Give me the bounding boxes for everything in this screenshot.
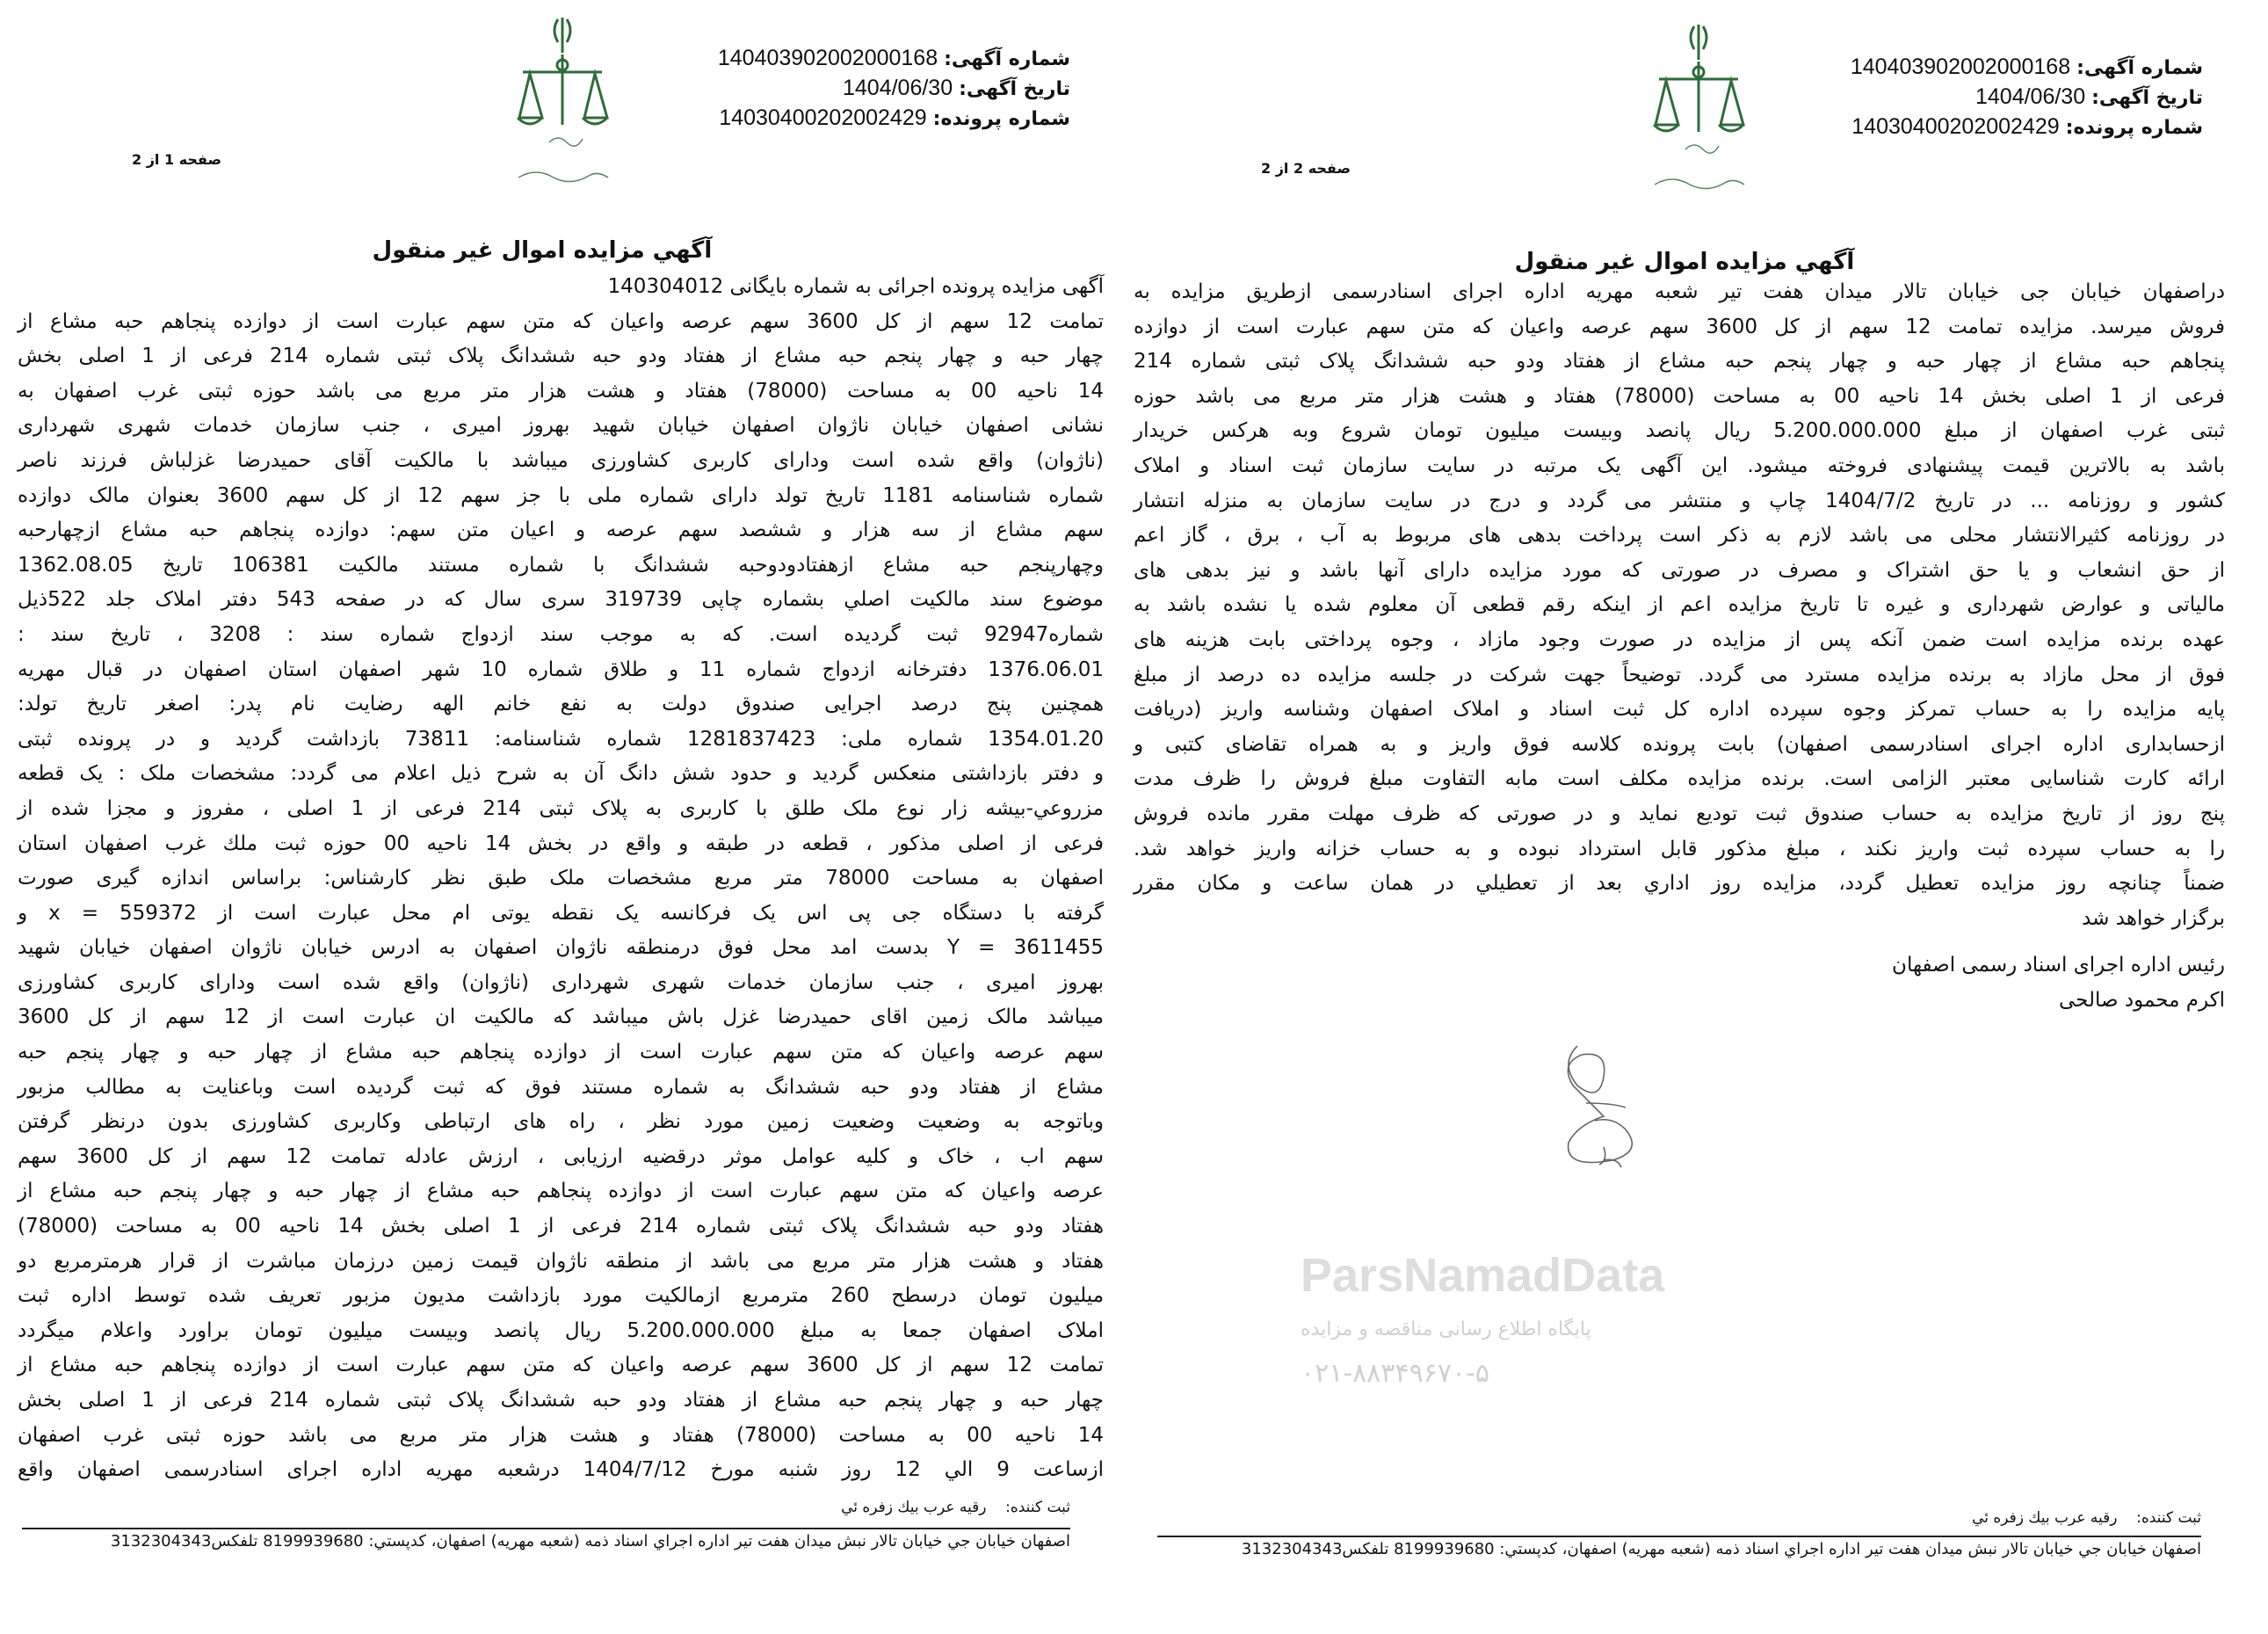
page-number-label: صفحه 1 از 2 xyxy=(132,151,221,168)
body-line: چهار حبه و چهار پنجم حبه مشاع از هفتاد ودو حبه ششدانگ پلاک ثبتی شماره 214 فرعی از 1 اصلی بخش xyxy=(18,345,1104,368)
body-line: پنج روز از تاریخ مزایده به حساب صندوق ثبت تودیع نماید و در صورتی که ظرف مهلت مقرر مانده فروش xyxy=(1134,802,2225,825)
body-line: ارائه کارت شناسایی معتبر الزامی است. برنده مزایده مکلف است مابه التفاوت مبلغ فروش را ظرف مدت xyxy=(1134,767,2225,791)
body-line: تمامت 12 سهم از کل 3600 سهم عرصه واعیان که متن سهم عبارت است از دوازده پنجاهم حبه مشاع از xyxy=(18,309,1105,333)
body-line: شماره92947 ثبت گردیده است. که به موجب سند ازدواج شماره سند : 3208 ، تاریخ سند : xyxy=(18,622,1104,646)
registrar xyxy=(1972,1509,2201,1527)
footer-address: اصفهان خيابان جي خيابان تالار نبش ميدان هفت تير اداره اجراي اسناد ذمه (شعبه مهريه) اصفهان، كدپستي: 8199939680 تلفكس3132304343 xyxy=(1241,1540,2201,1558)
body-line: وچهارپنجم حبه مشاع ازهفتادودوحبه ششدانگ با شماره مستند مالکیت 106381 تاریخ 1362.08.05 xyxy=(18,553,1104,577)
body-line: املاک اصفهان جمعا به مبلغ 5.200.000.000 ریال پانصد وبیست میلیون تومان براورد واعلام میگردد xyxy=(18,1318,1104,1342)
body-line: مشاع از هفتاد ودو حبه ششدانگ به شماره مستند فوق که ثبت گردیده است وباعنایت به مطالب مزبور xyxy=(18,1075,1104,1099)
body-line: پایه مزایده را به حساب تمرکز وجوه سپرده اداره کل ثبت اسناد و املاک اصفهان وشناسه واریز (دریافت xyxy=(1134,698,2225,722)
watermark-phone: ۰۲۱-۸۸۳۴۹۶۷۰-۵ xyxy=(1301,1358,1490,1389)
body-line: سهم مشاع از سه هزار و ششصد سهم عرصه و اعیان متن سهم: دوازده پنجاهم حبه مشاع ازچهارحبه xyxy=(18,519,1104,542)
notice-date: 1404/06/30 xyxy=(842,76,953,100)
body-line: 14 ناحیه 00 به مساحت (78000) هفتاد و هشت هزار متر مربع می باشد حوزه ثبتی غرب اصفهان به xyxy=(18,379,1104,403)
body-line: فروش میرسد. مزایده تمامت 12 سهم از کل 3600 سهم عرصه واعیان که متن سهم عبارت است از دوازده xyxy=(1134,315,2225,338)
body-line: برگزار خواهد شد xyxy=(2082,906,2225,930)
notice-body xyxy=(1134,275,2225,936)
page-number-label: صفحه 2 از 2 xyxy=(1261,160,1351,177)
signer-block xyxy=(1134,948,2225,1018)
watermark-caption: پایگاه اطلاع رسانی مناقصه و مزایده xyxy=(1301,1318,1591,1340)
body-line: گرفته با دستگاه جی پی اس یک فرکانسه یک نقطه یوتی ام محل عبارت است از 559372 = x و xyxy=(18,901,1104,925)
notice-number-label: شماره آگهی: xyxy=(2076,57,2203,79)
notice-title: آگهي مزايده اموال غير منقول xyxy=(1514,249,1855,275)
registrar xyxy=(841,1499,1070,1516)
body-line: از حق انشعاب و یا حق اشتراک و مصرف در صورتی که مورد مزایده دارای آنها باشد و نیز بدهی های xyxy=(1134,558,2225,582)
page-2 xyxy=(1134,0,2268,1634)
notice-header xyxy=(1851,53,2203,142)
body-line: اصفهان به مساحت 78000 متر مربع مشخصات ملک طبق نظر کارشناس: براساس اندازه گیری صورت xyxy=(18,867,1104,890)
body-line: 14 ناحیه 00 به مساحت (78000) هفتاد و هشت هزار متر مربع می باشد حوزه ثبتی غرب اصفهان xyxy=(18,1423,1104,1447)
registrar-label: ثبت کننده: xyxy=(1005,1499,1070,1516)
notice-body xyxy=(18,270,1104,1488)
file-number: 14030400202002429 xyxy=(719,105,927,130)
body-line: وباتوجه به وضعیت وضعیت زمین مورد نظر ، راه های ارتباطی وکاربری کشاورزی بدون درنظر گرفتن xyxy=(18,1110,1104,1134)
body-line: چهار حبه و چهار پنجم حبه مشاع از هفتاد ودو حبه ششدانگ پلاک ثبتی شماره 214 فرعی از 1 اصلی بخش xyxy=(18,1389,1104,1412)
body-line: ثبتی غرب اصفهان از مبلغ 5.200.000.000 ریال پانصد وبیست میلیون تومان شروع وبه هرکس خریدار xyxy=(1134,419,2226,443)
notice-date-label: تاریخ آگهی: xyxy=(2091,87,2203,109)
body-line: نشانی اصفهان خیابان ناژوان اصفهان خیابان شهید بهروز امیری ، جنب سازمان خدمات شهری شهرداری xyxy=(18,414,1104,438)
registrar-name: رقيه عرب بيك زفره ئي xyxy=(1972,1509,2118,1527)
file-number: 14030400202002429 xyxy=(1851,114,2060,139)
body-line: 1354.01.20 شماره ملی: 1281837423 شماره شناسنامه: 73811 بازداشت گردید و در پرونده ثبتی xyxy=(18,727,1104,751)
watermark-brand: ParsNamadData xyxy=(1301,1249,1665,1302)
judiciary-logo xyxy=(1641,18,1756,207)
notice-number-label: شماره آگهی: xyxy=(944,48,1070,70)
body-line: کشور و روزنامه ... در تاریخ 1404/7/2 چاپ و منتشر می گردد و درج در سایت سازمان به منزله انتشار xyxy=(1134,489,2225,512)
notice-header xyxy=(718,44,1070,134)
body-line: عهده برنده مزایده است ضمن آنکه پس از مزایده در صورت وجود مازاد ، وجوه پرداختی بابت هزینه های xyxy=(1134,628,2225,651)
body-line: ازساعت 9 الي 12 روز شنبه مورخ 1404/7/12 درشعبه مهریه اداره اجرای اسنادرسمی اصفهان واقع xyxy=(18,1458,1104,1482)
body-line: شماره شناسنامه 1181 تاریخ تولد دارای شماره ملی با جز سهم 12 از کل سهم 3600 بعنوان مالک دوازده xyxy=(18,483,1105,507)
signer-name: اکرم محمود صالحی xyxy=(2058,989,2225,1012)
body-line: هفتاد ودو حبه ششدانگ پلاک ثبتی شماره 214 فرعی از 1 اصلی بخش 14 ناحیه 00 به مساحت (78000) xyxy=(18,1215,1104,1238)
footer-divider xyxy=(22,1528,1070,1529)
body-line: و دفتر بازداشتی منعکس گردید و حدود شش دانگ آن به شرح ذیل اعلام می گردد: مشخصات ملک : یک قطعه xyxy=(18,762,1104,786)
body-line: را به حساب سپرده ثبت واریز نکند ، مبلغ مذکور قابل استرداد نبوده و به حساب خزانه واریز خواهد شد. xyxy=(1134,837,2225,861)
body-line: موضوع سند مالکیت اصلي بشماره چاپی 319739 سری سال که در صفحه 543 دفتر املاک جلد 522ذیل xyxy=(18,588,1104,612)
body-line: ازحسابداری اداره اجرای اسنادرسمی اصفهان) بابت پرونده کلاسه فوق واریز و به همراه تقاضای کتبی و xyxy=(1134,732,2225,756)
file-number-label: شماره پرونده: xyxy=(932,108,1070,130)
body-line: عرصه واعیان که متن سهم عبارت است از دوازده پنجاهم حبه مشاع از چهار حبه و چهار پنجم حبه مشاع از xyxy=(18,1180,1104,1203)
body-line: آگهی مزایده پرونده اجرائی به شماره بایگانی 140304012 xyxy=(607,275,1104,298)
judiciary-logo xyxy=(505,11,620,200)
signer-title: رئیس اداره اجرای اسناد رسمی اصفهان xyxy=(1892,954,2225,977)
body-line: باشد به بالاترین قیمت پیشنهادی فروخته میشود. این آگهی یک مرتبه در سایت سازمان ثبت اسناد و املاک xyxy=(1134,454,2225,477)
notice-number: 140403902002000168 xyxy=(1850,54,2071,79)
body-line: همچنین پنج درصد اجرایی صندوق دولت به نفع خانم الهه رضایت نام پدر: اصغر تاریخ تولد: xyxy=(18,693,1104,716)
footer-address: اصفهان خيابان جي خيابان تالار نبش ميدان هفت تير اداره اجراي اسناد ذمه (شعبه مهريه) اصفهان، كدپستي: 8199939680 تلفكس3132304343 xyxy=(110,1532,1070,1550)
body-line: در روزنامه کثیرالانتشار محلی می باشد لازم به ذکر است پرداخت بدهی های مربوط به آب ، برق ، گاز اعم xyxy=(1134,524,2225,548)
body-line: فرعی از 1 اصلی بخش 14 ناحیه 00 به مساحت (78000) هفتاد و هشت هزار متر مربع می باشد حوزه xyxy=(1134,384,2225,408)
file-number-label: شماره پرونده: xyxy=(2065,117,2203,139)
body-line: (ناژوان) واقع شده است ودارای کاربری کشاورزی میباشد با مالکیت آقای حمیدرضا غزلباش فرزند ناصر xyxy=(18,448,1104,472)
registrar-label: ثبت کننده: xyxy=(2136,1509,2201,1527)
registrar-name: رقيه عرب بيك زفره ئي xyxy=(841,1499,987,1516)
body-line: فوق از محل مازاد به برنده مزایده مسترد می گردد. توضیحاً جهت شرکت در جلسه مزایده ده درصد از مبلغ xyxy=(1134,663,2225,686)
body-line: پنجاهم حبه مشاع از چهار حبه و چهار پنجم حبه مشاع از هفتاد ودو حبه ششدانگ پلاک ثبتی شماره 214 xyxy=(1134,350,2225,374)
body-line: سهم عرصه واعیان که متن سهم عبارت است از دوازده پنجاهم حبه مشاع از چهار حبه و چهار پنجم حبه xyxy=(18,1041,1104,1064)
notice-date: 1404/06/30 xyxy=(1975,84,2086,109)
body-line: فرعی از اصلی مذکور ، قطعه در طبقه و واقع در بخش 14 ناحیه 00 حوزه ثبت ملك غرب اصفهان استان xyxy=(18,832,1104,855)
body-line: بهروز امیری ، جنب سازمان خدمات شهری شهرداری (ناژوان) واقع شده است ودارای کاربری کشاورزی xyxy=(18,970,1104,994)
body-line: میباشد مالک زمین اقای حمیدرضا غزل باش میباشد که مالکیت ان عبارت است از 12 سهم از کل 3600 xyxy=(18,1006,1104,1029)
body-line: میلیون تومان درسطح 260 مترمربع ازمالکیت مورد بازداشت مدیون مزبور تعریف شده توسط اداره ثبت xyxy=(18,1284,1105,1308)
body-line: ضمناً چنانچه روز مزایده تعطیل گردد، مزایده روز اداري بعد از تعطیلي در همان ساعت و مکان مقرر xyxy=(1134,872,2225,896)
body-line: تمامت 12 سهم از کل 3600 سهم عرصه واعیان که متن سهم عبارت است از دوازده پنجاهم حبه مشاع از xyxy=(18,1354,1105,1377)
notice-title: آگهي مزايده اموال غير منقول xyxy=(372,237,713,264)
body-line: دراصفهان خیابان جی خیابان تالار میدان هفت تیر شعبه مهریه اداره اجرای اسنادرسمی ازطریق مزایده به xyxy=(1134,280,2225,303)
notice-number: 140403902002000168 xyxy=(717,46,938,70)
signature xyxy=(1551,1037,1656,1178)
footer-divider xyxy=(1157,1536,2201,1537)
notice-date-label: تاریخ آگهی: xyxy=(959,78,1070,100)
body-line: 1376.06.01 دفترخانه ازدواج شماره 11 و طلاق شماره 10 شهر اصفهان استان اصفهان در قبال مهریه xyxy=(18,657,1104,681)
body-line: سهم اب ، خاک و کلیه عوامل موثر درقضیه ارزیابی ، ارزش عادله تمامت 12 سهم از کل 3600 سهم xyxy=(18,1144,1105,1168)
body-line: مالیاتی و عوارض شهرداری و غیره تا تاریخ مزایده اعم از اینکه رقم قطعی آن معلوم شده یا نشده باشد به xyxy=(1134,593,2225,617)
body-line: 3611455 = Y بدست امد محل فوق درمنطقه ناژوان اصفهان به ادرس خیابان ناژوان اصفهان خیابان شهید xyxy=(18,936,1104,960)
body-line: هفتاد و هشت هزار متر مربع می باشد از منطقه ناژوان قیمت زمین درزمان مباشرت از قرار هرمترمربع دو xyxy=(18,1249,1104,1273)
body-line: مزروعي-بیشه زار نوع ملک طلق با کاربری به پلاک ثبتی 214 فرعی از 1 اصلی ، مفروز و مجزا شده از xyxy=(18,796,1104,820)
